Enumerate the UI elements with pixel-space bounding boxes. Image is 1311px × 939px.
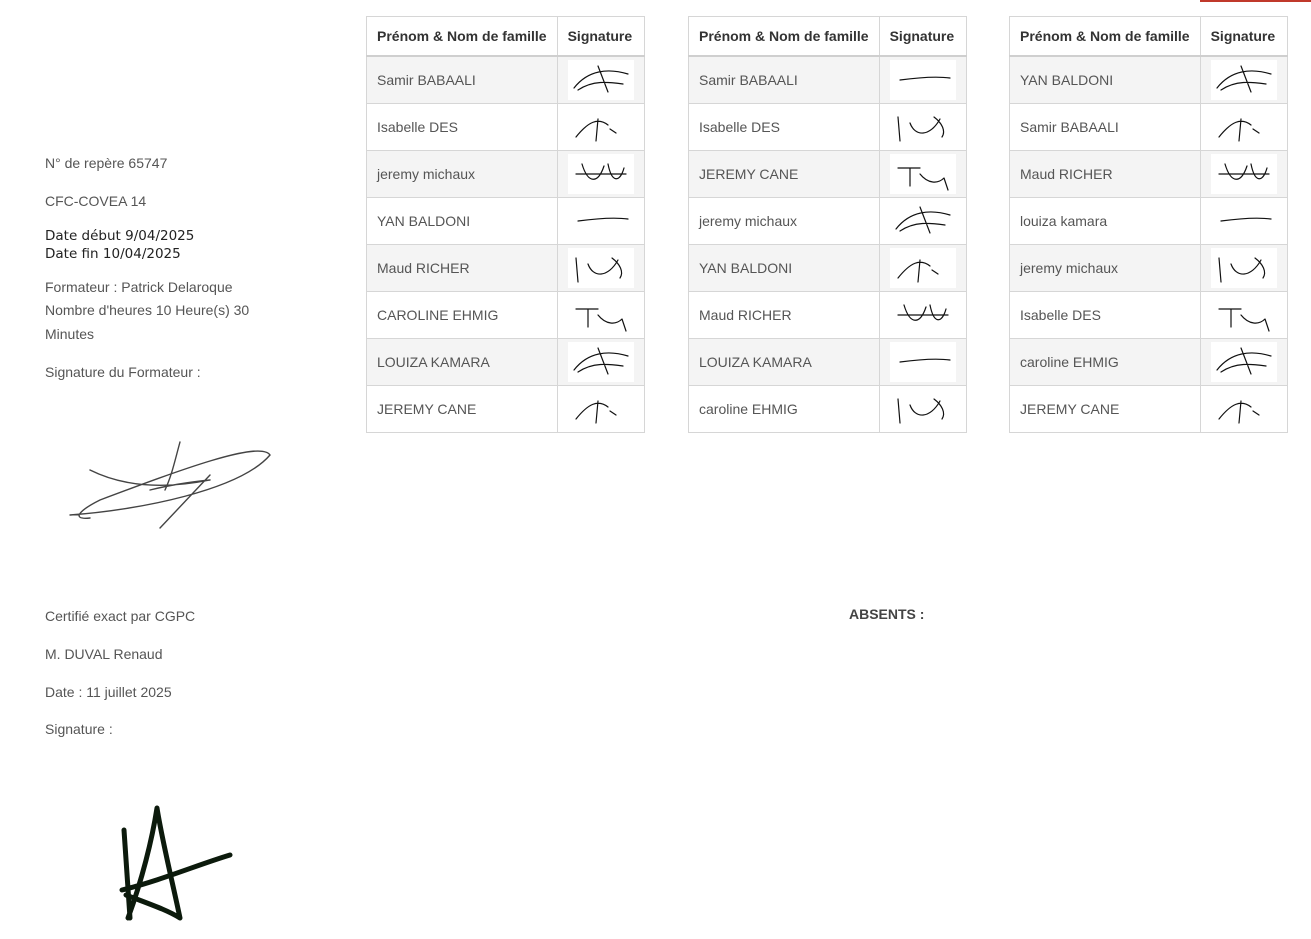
certification-date: Date : 11 juillet 2025 — [45, 684, 172, 700]
certifier-signature-image — [112, 800, 242, 925]
signature-image — [890, 154, 956, 194]
participant-name: JEREMY CANE — [367, 386, 558, 433]
signature-image — [1211, 107, 1277, 147]
participant-name: Samir BABAALI — [367, 56, 558, 104]
participant-signature-cell — [879, 386, 966, 433]
table-row — [1010, 151, 1288, 198]
trainer-signature-label: Signature du Formateur : — [45, 364, 201, 380]
table-row — [367, 292, 645, 339]
hours: Nombre d'heures 10 Heure(s) 30 — [45, 302, 250, 318]
participant-name: Isabelle DES — [367, 104, 558, 151]
signature-image — [568, 154, 634, 194]
participant-signature-cell — [1200, 198, 1287, 245]
participant-signature-cell — [557, 198, 644, 245]
participant-signature-cell — [879, 245, 966, 292]
column-header-name: Prénom & Nom de famille — [1010, 17, 1201, 57]
participant-signature-cell — [1200, 245, 1287, 292]
participant-name: YAN BALDONI — [689, 245, 880, 292]
participant-signature-cell — [879, 151, 966, 198]
signature-image — [890, 248, 956, 288]
participant-signature-cell — [557, 151, 644, 198]
participant-name: LOUIZA KAMARA — [367, 339, 558, 386]
signature-image — [890, 389, 956, 429]
table-row — [689, 104, 967, 151]
participant-signature-cell — [557, 339, 644, 386]
column-header-signature: Signature — [557, 17, 644, 57]
signature-image — [1211, 342, 1277, 382]
attendance-table-1 — [366, 16, 645, 433]
repere-number: N° de repère 65747 — [45, 155, 168, 171]
attendance-table-3 — [1009, 16, 1288, 433]
signature-image — [890, 342, 956, 382]
signature-image — [890, 295, 956, 335]
participant-name: caroline EHMIG — [689, 386, 880, 433]
table-row — [1010, 198, 1288, 245]
participant-signature-cell — [1200, 292, 1287, 339]
table-row — [689, 339, 967, 386]
signature-image — [568, 342, 634, 382]
participant-name: caroline EHMIG — [1010, 339, 1201, 386]
signature-image — [1211, 389, 1277, 429]
signature-image — [1211, 248, 1277, 288]
signature-image — [890, 60, 956, 100]
table-row — [1010, 339, 1288, 386]
signature-image — [568, 248, 634, 288]
end-date: Date fin 10/04/2025 — [45, 246, 181, 262]
table-row — [1010, 56, 1288, 104]
participant-name: jeremy michaux — [367, 151, 558, 198]
table-row — [367, 386, 645, 433]
participant-signature-cell — [879, 56, 966, 104]
absents-label: ABSENTS : — [849, 606, 925, 622]
participant-signature-cell — [879, 104, 966, 151]
signature-image — [890, 107, 956, 147]
trainer-signature-image — [60, 430, 280, 535]
certified-by: Certifié exact par CGPC — [45, 608, 196, 624]
participant-name: JEREMY CANE — [689, 151, 880, 198]
participant-name: LOUIZA KAMARA — [689, 339, 880, 386]
attendance-table-2 — [688, 16, 967, 433]
participant-signature-cell — [557, 245, 644, 292]
table-row — [367, 151, 645, 198]
table-row — [367, 339, 645, 386]
participant-name: Samir BABAALI — [1010, 104, 1201, 151]
participant-name: jeremy michaux — [689, 198, 880, 245]
column-header-name: Prénom & Nom de famille — [689, 17, 880, 57]
participant-name: jeremy michaux — [1010, 245, 1201, 292]
signature-image — [568, 107, 634, 147]
table-row — [689, 198, 967, 245]
table-row — [367, 56, 645, 104]
table-row — [1010, 245, 1288, 292]
participant-name: louiza kamara — [1010, 198, 1201, 245]
participant-signature-cell — [879, 198, 966, 245]
trainer: Formateur : Patrick Delaroque — [45, 279, 233, 295]
participant-signature-cell — [1200, 386, 1287, 433]
participant-signature-cell — [557, 56, 644, 104]
participant-name: Isabelle DES — [1010, 292, 1201, 339]
participant-signature-cell — [1200, 56, 1287, 104]
table-row — [689, 151, 967, 198]
table-row — [367, 245, 645, 292]
column-header-signature: Signature — [1200, 17, 1287, 57]
start-date: Date début 9/04/2025 — [45, 228, 195, 244]
participant-name: Isabelle DES — [689, 104, 880, 151]
participant-name: YAN BALDONI — [367, 198, 558, 245]
signature-image — [568, 201, 634, 241]
table-row — [1010, 292, 1288, 339]
participant-signature-cell — [557, 104, 644, 151]
signature-image — [568, 60, 634, 100]
signature-image — [568, 389, 634, 429]
certifier-signature-label: Signature : — [45, 721, 113, 737]
signature-image — [1211, 60, 1277, 100]
column-header-name: Prénom & Nom de famille — [367, 17, 558, 57]
table-row — [367, 198, 645, 245]
participant-name: YAN BALDONI — [1010, 56, 1201, 104]
table-row — [689, 56, 967, 104]
table-row — [1010, 386, 1288, 433]
signature-image — [568, 295, 634, 335]
participant-signature-cell — [1200, 339, 1287, 386]
participant-signature-cell — [557, 386, 644, 433]
participant-signature-cell — [1200, 151, 1287, 198]
participant-name: JEREMY CANE — [1010, 386, 1201, 433]
signature-image — [1211, 154, 1277, 194]
table-row — [689, 245, 967, 292]
column-header-signature: Signature — [879, 17, 966, 57]
signature-image — [1211, 201, 1277, 241]
signature-image — [890, 201, 956, 241]
signature-image — [1211, 295, 1277, 335]
table-row — [689, 292, 967, 339]
participant-signature-cell — [1200, 104, 1287, 151]
organization: CFC-COVEA 14 — [45, 193, 147, 209]
table-row — [367, 104, 645, 151]
participant-name: Samir BABAALI — [689, 56, 880, 104]
top-accent-bar — [1200, 0, 1311, 2]
participant-signature-cell — [879, 292, 966, 339]
table-row — [1010, 104, 1288, 151]
participant-name: CAROLINE EHMIG — [367, 292, 558, 339]
participant-name: Maud RICHER — [689, 292, 880, 339]
participant-signature-cell — [879, 339, 966, 386]
table-row — [689, 386, 967, 433]
participant-signature-cell — [557, 292, 644, 339]
hours-suffix: Minutes — [45, 326, 95, 342]
participant-name: Maud RICHER — [367, 245, 558, 292]
participant-name: Maud RICHER — [1010, 151, 1201, 198]
certifier-name: M. DUVAL Renaud — [45, 646, 163, 662]
